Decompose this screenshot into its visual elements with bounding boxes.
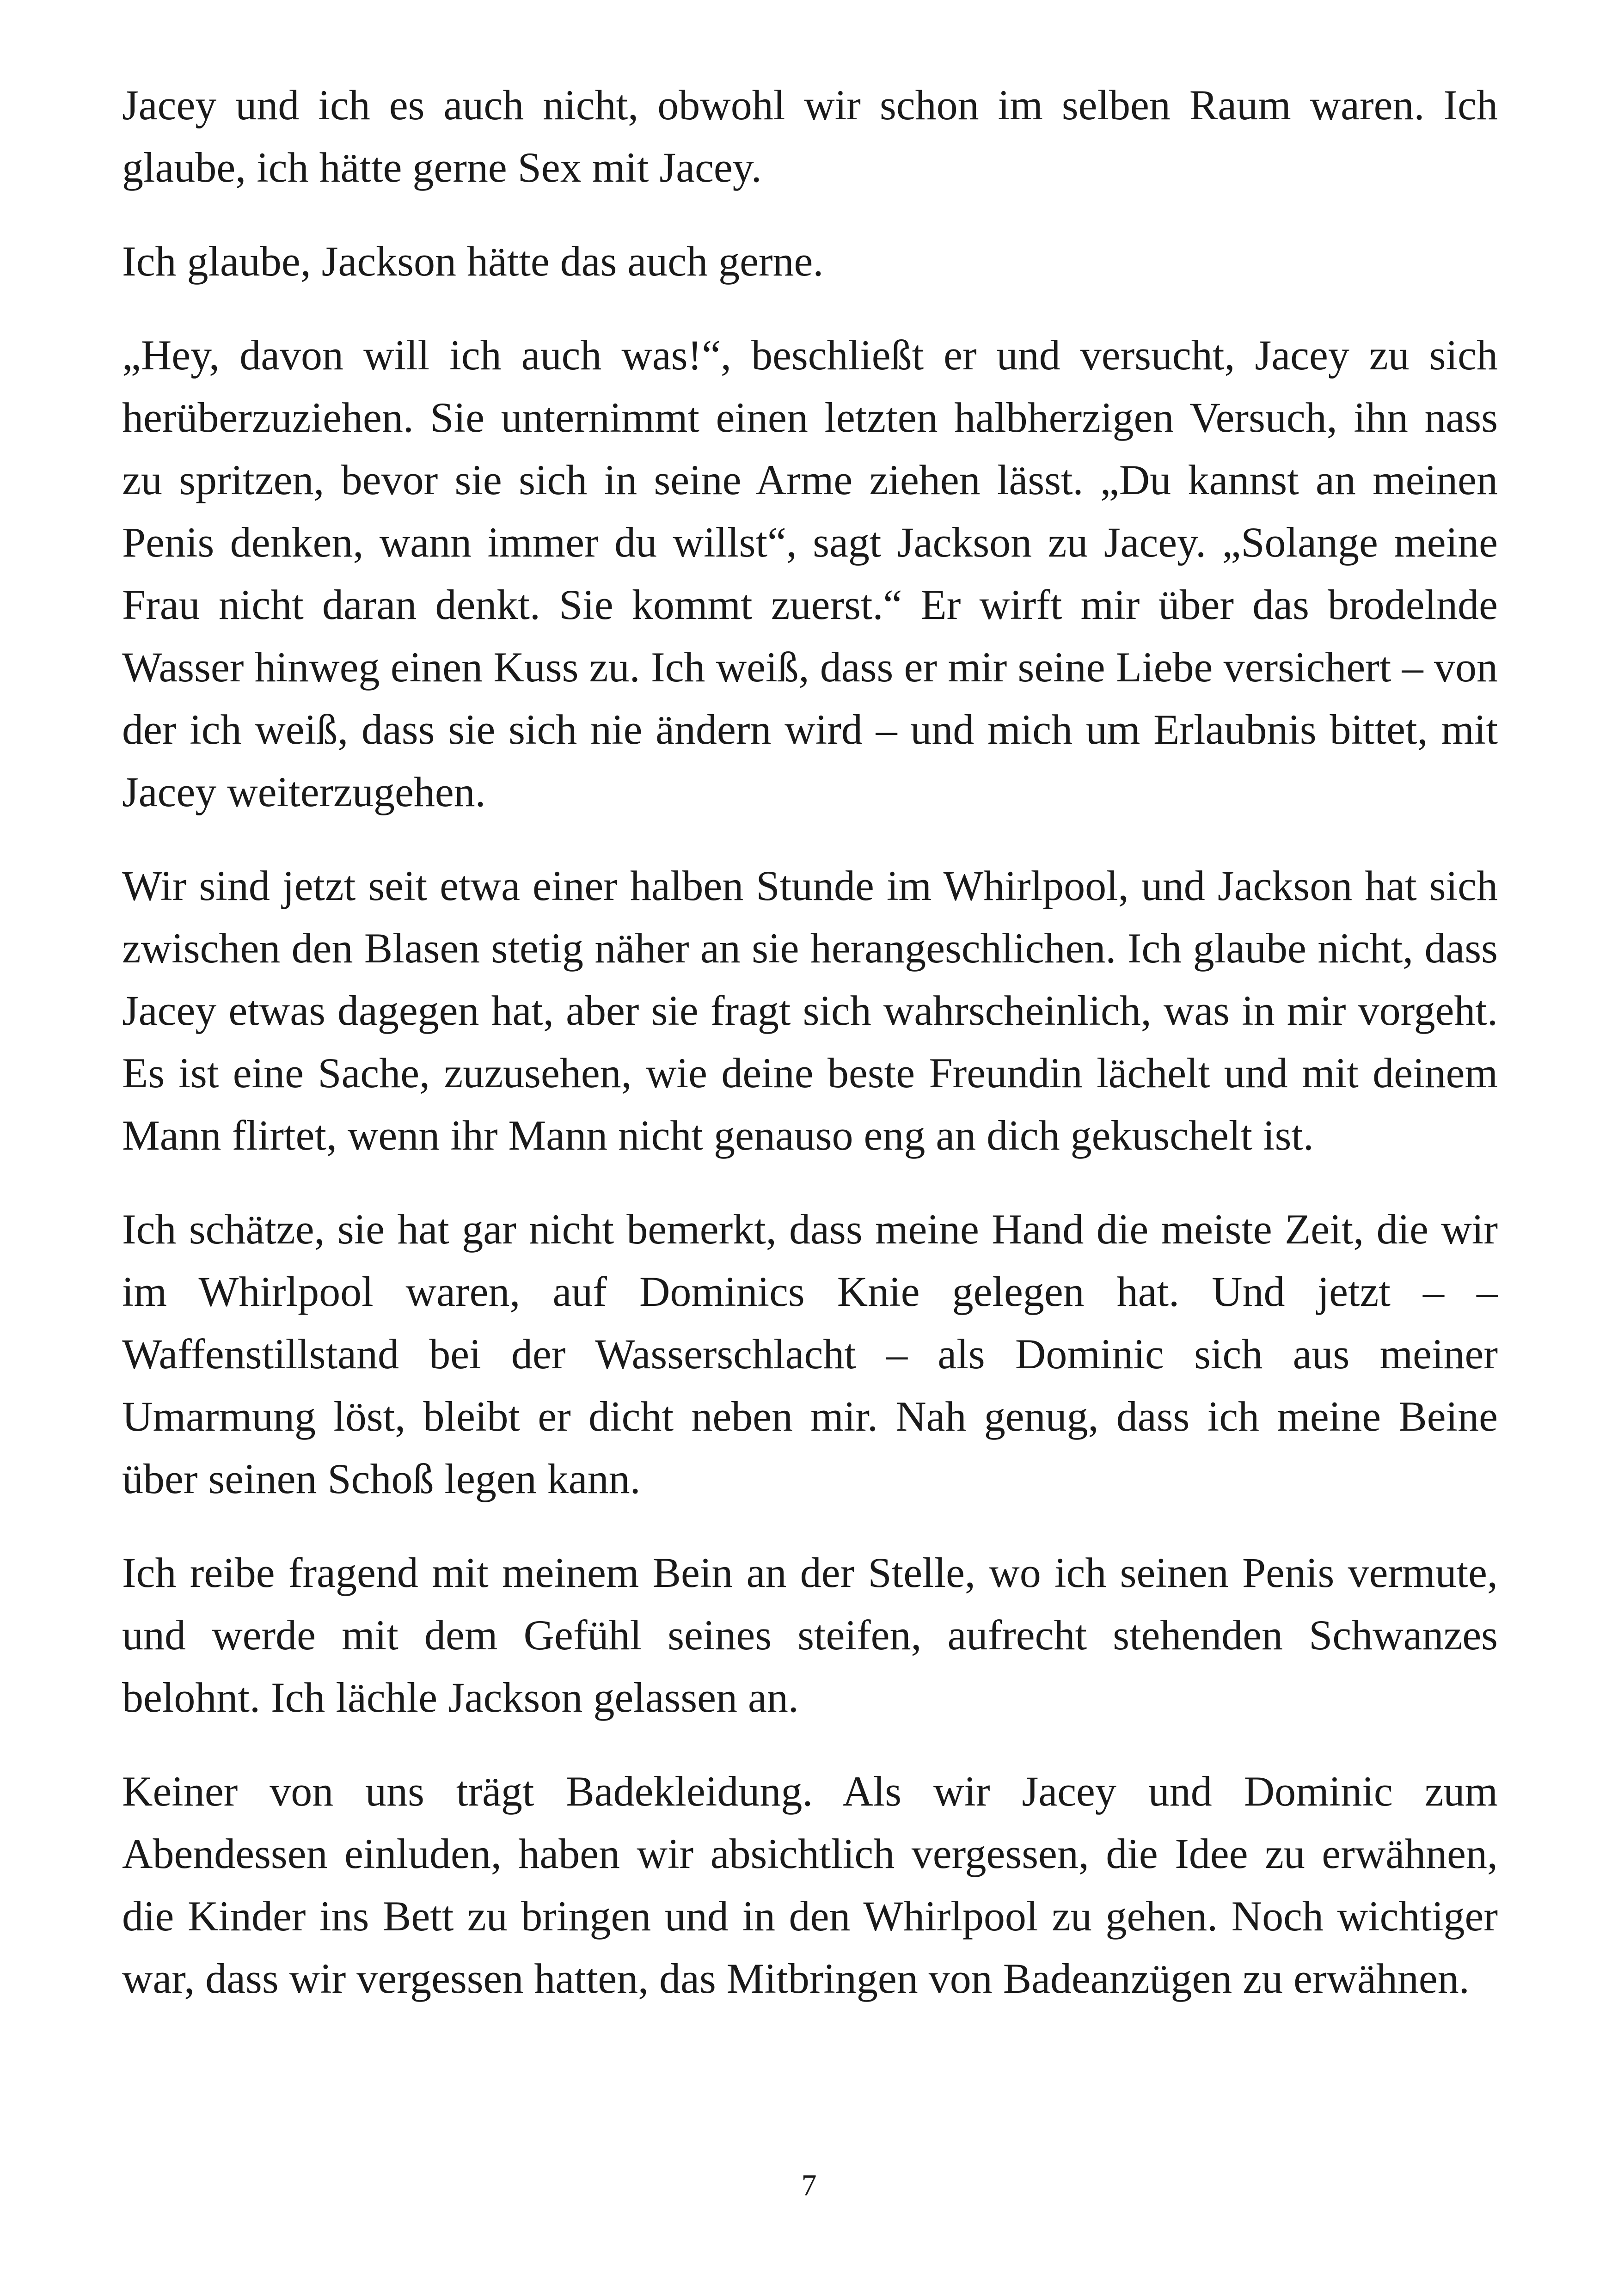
paragraph-1: Jacey und ich es auch nicht, obwohl wir schon im selben Raum waren. Ich glaube, ich hätte gerne Sex mit Jacey. xyxy=(122,81,1498,191)
paragraph-3: „Hey, davon will ich auch was!“, beschließt er und versucht, Jacey zu sich herüberzuziehen. Sie unternimmt einen letzten halbherzigen Versuch, ihn nass zu spritzen, bevor sie sich in seine Arme ziehen lässt. „Du kannst an meinen Penis denken, wann immer du willst“, sagt Jackson zu Jacey. „Solange meine Frau nicht daran denkt. Sie kommt zuerst.“ Er wirft mir über das brodelnde Wasser hinweg einen Kuss zu. Ich weiß, dass er mir seine Liebe versichert – von der ich weiß, dass sie sich nie ändern wird – und mich um Erlaubnis bittet, mit Jacey weiterzugehen. xyxy=(122,331,1498,815)
paragraph-2: Ich glaube, Jackson hätte das auch gerne. xyxy=(122,238,824,285)
paragraph-7: Keiner von uns trägt Badekleidung. Als wir Jacey und Dominic zum Abendessen einluden, haben wir absichtlich vergessen, die Idee zu erwähnen, die Kinder ins Bett zu bringen und in den Whirlpool zu gehen. Noch wichtiger war, dass wir vergessen hatten, das Mitbringen von Badeanzügen zu erwähnen. xyxy=(122,1768,1498,2002)
page-number: 7 xyxy=(801,2168,817,2202)
paragraph-5: Ich schätze, sie hat gar nicht bemerkt, dass meine Hand die meiste Zeit, die wir im Whirlpool waren, auf Dominics Knie gelegen hat. Und jetzt – – Waffenstillstand bei der Wasserschlacht – als Dominic sich aus meiner Umarmung löst, bleibt er dicht neben mir. Nah genug, dass ich meine Beine über seinen Schoß legen kann. xyxy=(122,1206,1498,1502)
body-text xyxy=(122,74,1498,2010)
paragraph-6: Ich reibe fragend mit meinem Bein an der Stelle, wo ich seinen Penis vermute, und werde mit dem Gefühl seines steifen, aufrecht stehenden Schwanzes belohnt. Ich lächle Jackson gelassen an. xyxy=(122,1549,1498,1721)
paragraph-4: Wir sind jetzt seit etwa einer halben Stunde im Whirlpool, und Jackson hat sich zwischen den Blasen stetig näher an sie herangeschlichen. Ich glaube nicht, dass Jacey etwas dagegen hat, aber sie fragt sich wahrscheinlich, was in mir vorgeht. Es ist eine Sache, zuzusehen, wie deine beste Freundin lächelt und mit deinem Mann flirtet, wenn ihr Mann nicht genauso eng an dich gekuschelt ist. xyxy=(122,862,1498,1159)
